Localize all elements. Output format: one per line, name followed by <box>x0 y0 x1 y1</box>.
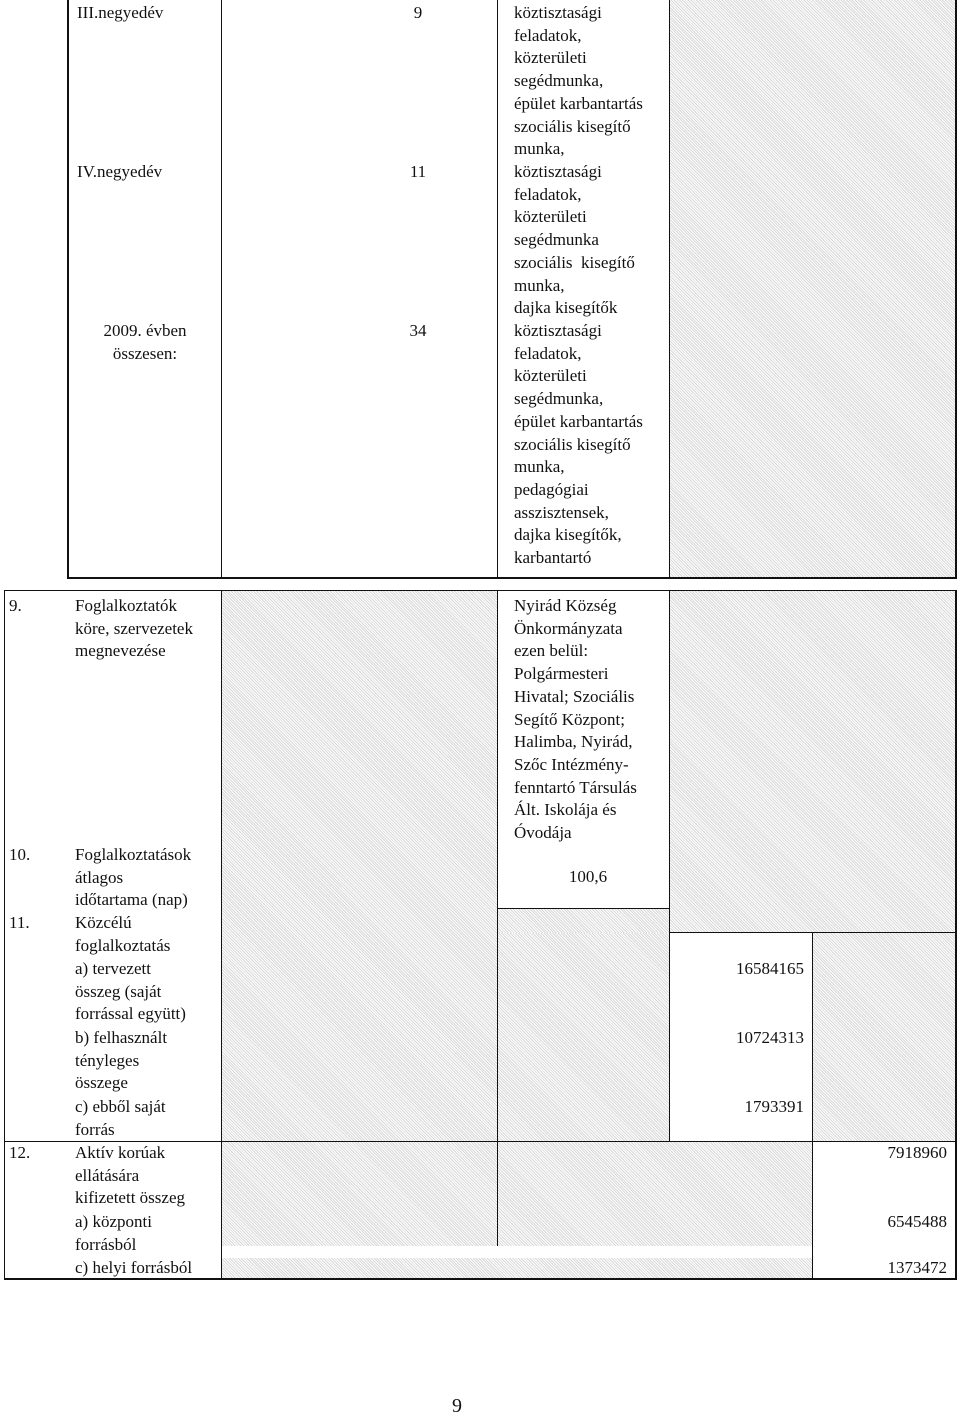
label-line: Közcélú <box>75 913 132 932</box>
row-label <box>75 844 191 912</box>
shaded-cell <box>222 591 497 1246</box>
employers-list <box>514 595 666 845</box>
table-border <box>497 0 498 578</box>
label-line: foglalkoztatás <box>75 935 171 955</box>
label-line: forrással együtt) <box>75 1004 186 1024</box>
value-line: ezen belül: <box>514 641 589 661</box>
row-sublabel: c) helyi forrásból <box>75 1258 193 1277</box>
task-line: közterületi <box>514 366 587 386</box>
label-line: tényleges <box>75 1050 140 1070</box>
task-line: közterületi <box>514 207 587 227</box>
value-line: Óvodája <box>514 823 572 843</box>
task-line: közterületi <box>514 48 587 68</box>
task-line: szociális kisegítő <box>514 434 631 454</box>
label-line: Foglalkoztatók <box>75 596 177 615</box>
task-line: munka, <box>514 139 565 159</box>
task-line: segédmunka <box>514 230 599 250</box>
table-border <box>67 0 69 578</box>
task-line: köztisztasági <box>514 162 602 181</box>
label-line: átlagos <box>75 867 124 887</box>
task-line: szociális kisegítő <box>514 252 635 272</box>
task-description <box>514 2 666 161</box>
task-line: épület karbantartás <box>514 93 643 113</box>
label-line: b) felhasznált <box>75 1028 168 1047</box>
label-line: megnevezése <box>75 641 166 661</box>
shaded-cell <box>670 0 956 578</box>
value-line: Polgármesteri <box>514 664 609 684</box>
worker-count: 9 <box>413 3 423 22</box>
period-label <box>69 320 221 365</box>
task-line: pedagógiai <box>514 479 589 499</box>
table-border <box>955 0 957 578</box>
row-number: 12. <box>9 1143 31 1162</box>
label-line: Foglalkoztatások <box>75 845 192 864</box>
period-label: III.negyedév <box>77 3 164 22</box>
label-line: forrásból <box>75 1234 137 1254</box>
task-line: feladatok, <box>514 184 582 204</box>
label-line: köre, szervezetek <box>75 618 193 638</box>
task-line: épület karbantartás <box>514 411 643 431</box>
label-line: összeg (saját <box>75 981 162 1001</box>
shaded-cell <box>670 591 956 933</box>
label-line: a) tervezett <box>75 959 151 978</box>
own-source-value: 1793391 <box>744 1097 804 1116</box>
period-label: IV.negyedév <box>77 162 163 181</box>
label-line: összege <box>75 1073 128 1093</box>
row-number: 11. <box>9 913 30 932</box>
shaded-cell <box>813 933 956 1141</box>
label-line: c) ebből saját <box>75 1097 166 1116</box>
label-line: a) központi <box>75 1212 152 1231</box>
row-label <box>75 595 193 663</box>
task-line: köztisztasági <box>514 3 602 22</box>
worker-count: 11 <box>409 162 427 181</box>
table-border <box>955 590 957 1280</box>
task-line: asszisztensek, <box>514 502 609 522</box>
value-line: Nyirád Község <box>514 596 617 615</box>
planned-amount-value: 16584165 <box>736 959 804 978</box>
task-line: karbantartó <box>514 548 592 568</box>
page-number: 9 <box>452 1395 462 1417</box>
label-line: Aktív korúak <box>75 1143 166 1162</box>
value-line: fenntartó Társulás <box>514 777 637 797</box>
period-line: 2009. évben <box>103 321 187 340</box>
task-line: munka, <box>514 275 565 295</box>
label-line: időtartama (nap) <box>75 890 188 910</box>
row-sublabel <box>75 958 186 1026</box>
table-border <box>669 0 670 578</box>
value-line: Szőc Intézmény- <box>514 754 629 774</box>
row-sublabel <box>75 1027 167 1095</box>
row-number: 9. <box>9 596 22 615</box>
shaded-cell <box>498 909 669 933</box>
value-line: Önkormányzata <box>514 618 623 638</box>
task-description <box>514 161 666 320</box>
label-line: ellátására <box>75 1165 140 1185</box>
value-line: Segítő Központ; <box>514 709 625 729</box>
task-description <box>514 320 666 570</box>
table-border <box>670 932 957 933</box>
average-duration-value: 100,6 <box>568 867 608 886</box>
table-border <box>498 908 669 909</box>
row-sublabel <box>75 1211 152 1256</box>
task-line: feladatok, <box>514 25 582 45</box>
task-line: köztisztasági <box>514 321 602 340</box>
table-border <box>221 590 222 1280</box>
task-line: munka, <box>514 457 565 477</box>
label-line: kifizetett összeg <box>75 1188 185 1208</box>
label-line: forrás <box>75 1119 115 1139</box>
task-line: segédmunka, <box>514 389 604 409</box>
row-sublabel <box>75 1096 166 1141</box>
local-source-value: 1373472 <box>887 1258 947 1277</box>
row-label <box>75 912 170 957</box>
table-border <box>497 590 498 1246</box>
task-line: dajka kisegítők <box>514 298 618 318</box>
worker-count: 34 <box>409 321 427 340</box>
table-border <box>4 590 957 591</box>
shaded-cell <box>498 933 669 1141</box>
active-age-total-value: 7918960 <box>887 1143 947 1162</box>
row-number: 10. <box>9 845 31 864</box>
value-line: Hivatal; Szociális <box>514 686 635 706</box>
table-border <box>67 577 957 579</box>
task-line: segédmunka, <box>514 71 604 91</box>
central-source-value: 6545488 <box>887 1212 947 1231</box>
period-line: összesen: <box>112 343 178 363</box>
task-line: feladatok, <box>514 343 582 363</box>
task-line: szociális kisegítő <box>514 116 631 136</box>
task-line: dajka kisegítők, <box>514 525 622 545</box>
shaded-cell <box>222 1258 813 1278</box>
value-line: Halimba, Nyirád, <box>514 732 633 752</box>
table-border <box>221 0 222 578</box>
row-label <box>75 1142 185 1210</box>
shaded-cell <box>498 1142 813 1246</box>
table-border <box>4 590 5 1280</box>
used-amount-value: 10724313 <box>736 1028 804 1047</box>
value-line: Ált. Iskolája és <box>514 800 617 820</box>
